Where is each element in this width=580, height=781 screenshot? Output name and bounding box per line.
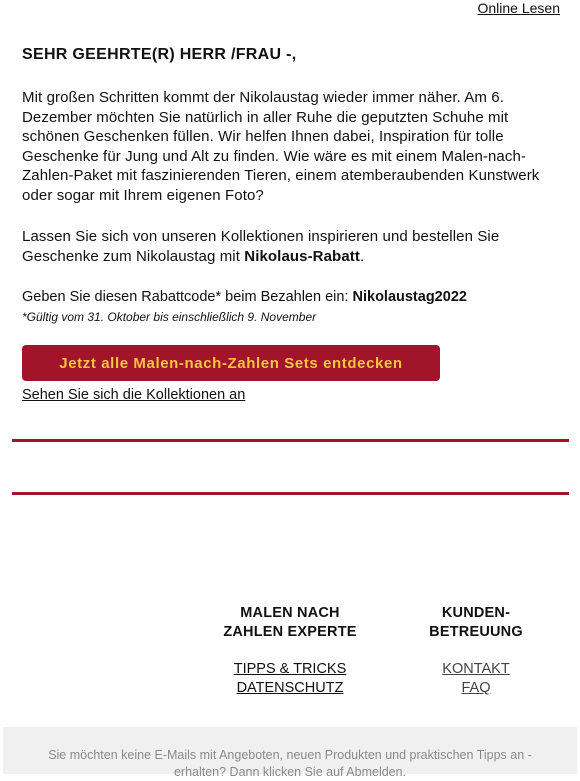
footer-heading-expert bbox=[210, 604, 370, 642]
footer-col-support bbox=[406, 604, 546, 698]
collections-paragraph-end: . bbox=[359, 247, 365, 265]
divider-bottom bbox=[12, 492, 569, 495]
privacy-link[interactable]: DATENSCHUTZ bbox=[236, 680, 344, 696]
unsubscribe-line-1: Sie möchten keine E-Mails mit Angeboten, neuen Produkten und praktischen Tipps an - bbox=[48, 748, 532, 762]
discount-code-line bbox=[22, 288, 542, 307]
footer-heading-support-line2: BETREUUNG bbox=[429, 624, 523, 640]
footer-heading-expert-line1: MALEN NACH bbox=[240, 605, 340, 621]
email-body bbox=[22, 44, 542, 325]
online-lesen-link[interactable]: Online Lesen bbox=[477, 0, 560, 16]
divider-top bbox=[12, 439, 569, 442]
discover-sets-button[interactable]: Jetzt alle Malen-nach-Zahlen Sets entdecken bbox=[22, 345, 440, 381]
collections-link[interactable]: Sehen Sie sich die Kollektionen an bbox=[22, 387, 246, 403]
footer-heading-expert-line2: ZAHLEN EXPERTE bbox=[223, 624, 357, 640]
footer-heading-support-line1: KUNDEN- bbox=[441, 605, 511, 621]
footer-heading-support bbox=[406, 604, 546, 642]
intro-paragraph: Mit großen Schritten kommt der Nikolaustag wieder immer näher. Am 6. Dezember möchten Sie natürlich in aller Ruhe die geputzten Schuhe mit schönen Geschenken füllen. Wir helfen Ihnen dabei, Inspiration für tolle Geschenke für Jung und Alt zu finden. Wie wäre es mit einem Malen-nach-Zahlen-Paket mit faszinierenden Tieren, einem atemberaubenden Kunstwerk oder sogar mit Ihrem eigenen Foto? bbox=[22, 89, 540, 204]
footer-col-expert bbox=[210, 604, 370, 698]
discount-code: Nikolaustag2022 bbox=[352, 289, 467, 305]
faq-link[interactable]: FAQ bbox=[461, 680, 491, 696]
tips-tricks-link[interactable]: TIPPS & TRICKS bbox=[233, 661, 347, 677]
unsubscribe-line-2: erhalten? Dann klicken Sie auf Abmelden. bbox=[173, 765, 407, 779]
validity-note: *Gültig vom 31. Oktober bis einschließlich 9. November bbox=[22, 310, 317, 324]
greeting: SEHR GEEHRTE(R) HERR /FRAU -, bbox=[22, 46, 297, 63]
unsubscribe-notice bbox=[3, 727, 577, 779]
contact-link[interactable]: KONTAKT bbox=[442, 661, 510, 677]
discount-name: Nikolaus-Rabatt bbox=[244, 247, 360, 265]
collections-paragraph bbox=[22, 227, 542, 266]
discount-code-label: Geben Sie diesen Rabattcode* beim Bezahlen ein: bbox=[22, 289, 353, 305]
collections-paragraph-text: Lassen Sie sich von unseren Kollektionen inspirieren und bestellen Sie Geschenke zum Nikolaustag mit bbox=[22, 228, 500, 265]
